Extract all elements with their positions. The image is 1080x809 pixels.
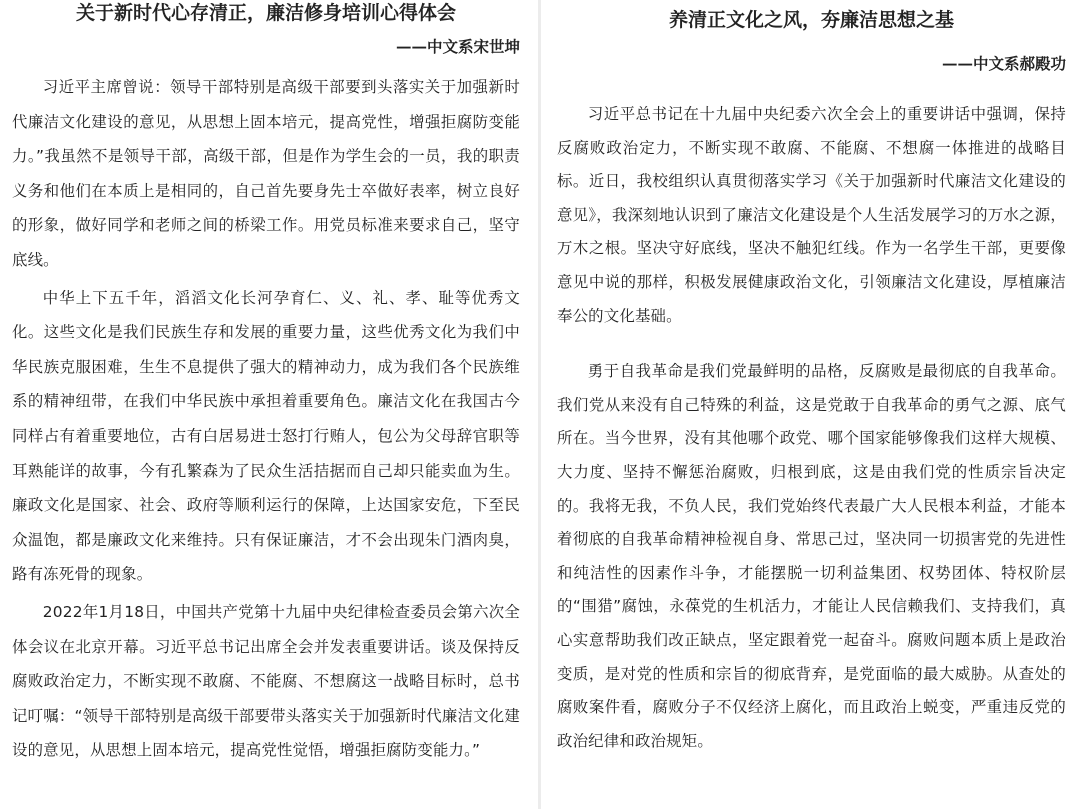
left-paragraph-2: 中华上下五千年，滔滔文化长河孕育仁、义、礼、孝、耻等优秀文化。这些文化是我们民族生存和发展的重要力量，这些优秀文化为我们中华民族克服困难，生生不息提供了强大的精神动力，成为我们各个民族维系的精神纽带，在我们中华民族中承担着重要角色。廉洁文化在我国古今同样占有着重要地位，古有白居易进士怒打行贿人，包公为父母辞官职等耳熟能详的故事，今有孔繁森为了民众生活拮据而自己却只能卖血为生。廉政文化是国家、社会、政府等顺利运行的保障，上达国家安危，下至民众温饱，都是廉政文化来维持。只有保证廉洁，才不会出现朱门酒肉臭，路有冻死骨的现象。 (12, 288, 520, 584)
right-article-title: 养清正文化之风，夯廉洁思想之基 (668, 9, 954, 31)
left-paragraph-1: 习近平主席曾说：领导干部特别是高级干部要到头落实关于加强新时代廉洁文化建设的意见，从思想上固本培元，提高党性，增强拒腐防变能力。”我虽然不是领导干部，高级干部，但是作为学生会的一员，我的职责义务和他们在本质上是相同的，自己首先要身先士卒做好表率，树立良好的形象，做好同学和老师之间的桥梁工作。用党员标准来要求自己，坚守底线。 (12, 78, 520, 269)
right-article-author: ——中文系郝殿功 (941, 54, 1066, 73)
right-paragraph-1: 习近平总书记在十九届中央纪委六次全会上的重要讲话中强调，保持反腐败政治定力，不断实现不敢腐、不能腐、不想腐一体推进的战略目标。近日，我校组织认真贯彻落实学习《关于加强新时代廉洁文化建设的意见》，我深刻地认识到了廉洁文化建设是个人生活发展学习的万水之源，万木之根。坚决守好底线，坚决不触犯红线。作为一名学生干部，更要像意见中说的那样，积极发展健康政治文化，引领廉洁文化建设，厚植廉洁奉公的文化基础。 (557, 105, 1066, 325)
right-page (541, 0, 1080, 809)
right-paragraph-2: 勇于自我革命是我们党最鲜明的品格，反腐败是最彻底的自我革命。我们党从来没有自己特殊的利益，这是党敢于自我革命的勇气之源、底气所在。当今世界，没有其他哪个政党、哪个国家能够像我们这样大规模、大力度、坚持不懈惩治腐败，归根到底，这是由我们党的性质宗旨决定的。我将无我，不负人民，我们党始终代表最广大人民根本利益，才能本着彻底的自我革命精神检视自身、常思己过，坚决同一切损害党的先进性和纯洁性的因素作斗争，才能摆脱一切利益集团、权势团体、特权阶层的“围猎”腐蚀，永葆党的生机活力，才能让人民信赖我们、支持我们，真心实意帮助我们改正缺点，坚定跟着党一起奋斗。腐败问题本质上是政治变质，是对党的性质和宗旨的彻底背弃，是党面临的最大威胁。从查处的腐败案件看，腐败分子不仅经济上腐化，而且政治上蜕变，严重违反党的政治纪律和政治规矩。 (557, 362, 1066, 750)
left-page (0, 0, 538, 809)
left-article-title: 关于新时代心存清正，廉洁修身培训心得体会 (75, 2, 456, 24)
left-article-author: ——中文系宋世坤 (395, 37, 520, 56)
left-paragraph-3: 2022年1月18日，中国共产党第十九届中央纪律检查委员会第六次全体会议在北京开幕。习近平总书记出席全会并发表重要讲话。谈及保持反腐败政治定力，不断实现不敢腐、不能腐、不想腐这一战略目标时，总书记叮嘱：“领导干部特别是高级干部要带头落实关于加强新时代廉洁文化建设的意见，从思想上固本培元，提高党性觉悟，增强拒腐防变能力。” (12, 602, 520, 760)
